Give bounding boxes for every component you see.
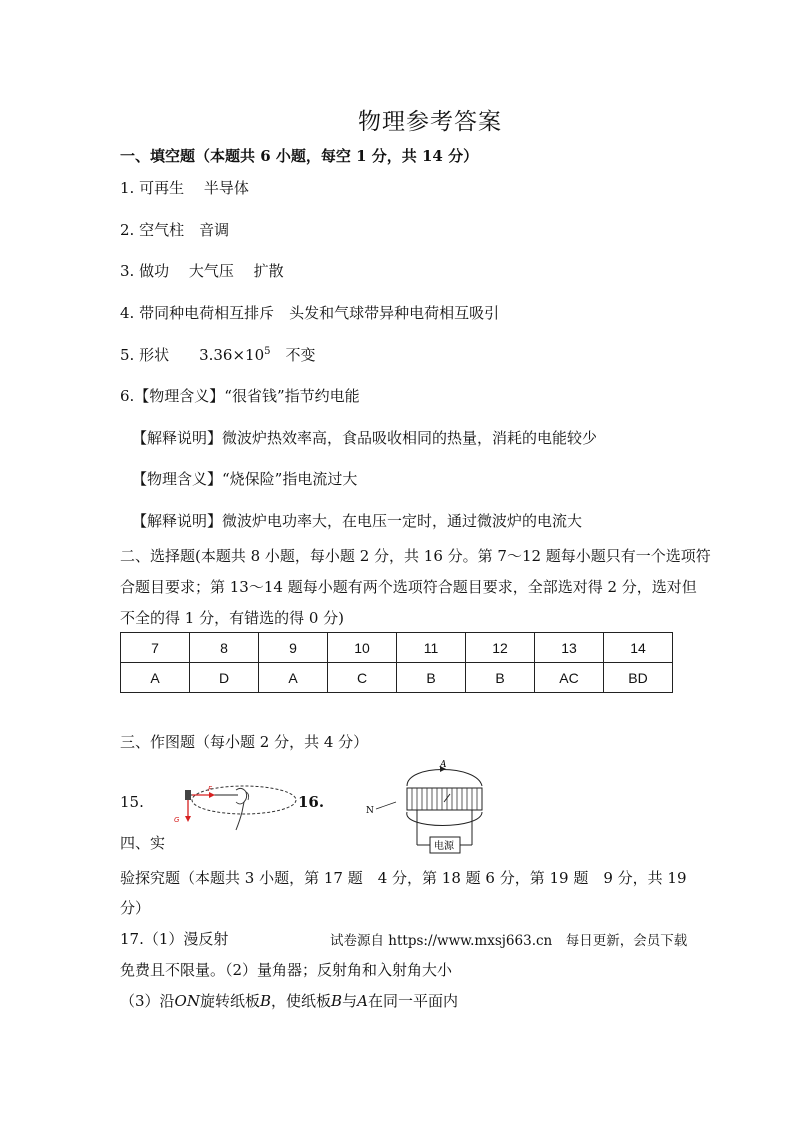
field-line-bottom bbox=[407, 812, 482, 826]
answer-q17-line2: 免费且不限量。（2）量角器；反射角和入射角大小 bbox=[120, 961, 453, 979]
force-g-label: G bbox=[174, 816, 180, 824]
answer-q6-line1: 6.【物理含义】“很省钱”指节约电能 bbox=[120, 387, 360, 405]
answer-q6-line2: 【解释说明】微波炉热效率高，食品吸收相同的热量，消耗的电能较少 bbox=[132, 429, 598, 447]
table-cell-number: 13 bbox=[535, 633, 604, 663]
table-cell-number: 7 bbox=[121, 633, 190, 663]
answer-q3: 3. 做功 大气压 扩散 bbox=[120, 262, 284, 280]
q17-line3-var-on: ON bbox=[174, 992, 200, 1010]
answer-q5 bbox=[120, 344, 316, 365]
force-g-arrowhead bbox=[185, 816, 191, 822]
answer-table bbox=[120, 632, 673, 693]
table-cell-number: 9 bbox=[259, 633, 328, 663]
solenoid-coil bbox=[412, 788, 477, 810]
table-cell-number: 10 bbox=[328, 633, 397, 663]
field-line-top bbox=[407, 770, 482, 787]
answer-q5-suffix: 不变 bbox=[270, 346, 316, 364]
q15-label: 15. bbox=[120, 793, 144, 811]
table-cell-answer: BD bbox=[604, 663, 673, 693]
answer-q17-line3 bbox=[120, 990, 458, 1011]
table-cell-number: 8 bbox=[190, 633, 259, 663]
section2-heading-line3: 不全的得 1 分，有错选的得 0 分) bbox=[120, 609, 345, 627]
q17-line3-text-a: （3）沿 bbox=[120, 992, 175, 1010]
solenoid-core bbox=[407, 788, 482, 810]
answer-q2: 2. 空气柱 音调 bbox=[120, 221, 230, 239]
section2-heading-line2: 合题目要求；第 13～14 题每小题有两个选项符合题目要求，全部选对得 2 分，选对但 bbox=[120, 578, 697, 596]
label-a: A bbox=[440, 760, 447, 770]
answer-q4: 4. 带同种电荷相互排斥 头发和气球带异种电荷相互吸引 bbox=[120, 304, 500, 322]
answer-q5-text: 5. 形状 3.36×10 bbox=[120, 346, 265, 364]
section1-heading: 一、填空题（本题共 6 小题，每空 1 分，共 14 分） bbox=[120, 147, 479, 165]
figure-15 bbox=[160, 778, 300, 838]
section3-heading: 三、作图题（每小题 2 分，共 4 分） bbox=[120, 733, 369, 751]
q17-line3-text-d: 与 bbox=[342, 992, 358, 1010]
answer-q6-line3: 【物理含义】“烧保险”指电流过大 bbox=[132, 470, 358, 488]
table-cell-answer: AC bbox=[535, 663, 604, 693]
section2-heading-line1: 二、选择题(本题共 8 小题，每小题 2 分，共 16 分。第 7～12 题每小题只有一个选项符 bbox=[120, 547, 711, 565]
answer-q5-exponent: 5 bbox=[264, 346, 271, 357]
answer-q17-line1: 17.（1）漫反射 bbox=[120, 930, 229, 948]
section4-heading-part3: 分） bbox=[120, 899, 151, 917]
section4-heading-part1: 四、实 bbox=[120, 834, 166, 852]
table-cell-answer: A bbox=[121, 663, 190, 693]
power-source-label: 电源 bbox=[434, 841, 454, 852]
figure-16 bbox=[362, 760, 512, 860]
label-n: N bbox=[366, 806, 374, 816]
answer-q1: 1. 可再生 半导体 bbox=[120, 179, 249, 197]
table-cell-number: 11 bbox=[397, 633, 466, 663]
q17-line3-var-a: A bbox=[357, 992, 368, 1010]
table-cell-answer: B bbox=[397, 663, 466, 693]
table-cell-answer: C bbox=[328, 663, 397, 693]
q17-line3-text-c: ，使纸板 bbox=[271, 992, 332, 1010]
q16-label: 16. bbox=[298, 793, 325, 811]
section4-heading-part2: 验探究题（本题共 3 小题，第 17 题 4 分，第 18 题 6 分，第 19 题 9 分，共 19 bbox=[120, 869, 687, 887]
answer-q6-line4: 【解释说明】微波炉电功率大，在电压一定时，通过微波炉的电流大 bbox=[132, 512, 583, 530]
page-title: 物理参考答案 bbox=[358, 109, 502, 135]
table-cell-answer: B bbox=[466, 663, 535, 693]
q17-line3-var-b: B bbox=[260, 992, 272, 1010]
object-block bbox=[185, 790, 191, 800]
force-f-label: F bbox=[208, 785, 213, 793]
q17-line3-text-b: 旋转纸板 bbox=[199, 992, 260, 1010]
table-cell-answer: D bbox=[190, 663, 259, 693]
q17-line3-text-e: 在同一平面内 bbox=[367, 992, 458, 1010]
source-watermark-line: 试卷源自 https://www.mxsj663.cn 每日更新，会员下载 bbox=[330, 933, 688, 949]
table-cell-number: 14 bbox=[604, 633, 673, 663]
table-cell-number: 12 bbox=[466, 633, 535, 663]
table-cell-answer: A bbox=[259, 663, 328, 693]
compass-needle bbox=[376, 802, 396, 809]
q17-line3-var-b2: B bbox=[331, 992, 343, 1010]
table-row-answers bbox=[121, 663, 673, 693]
table-row-numbers bbox=[121, 633, 673, 663]
